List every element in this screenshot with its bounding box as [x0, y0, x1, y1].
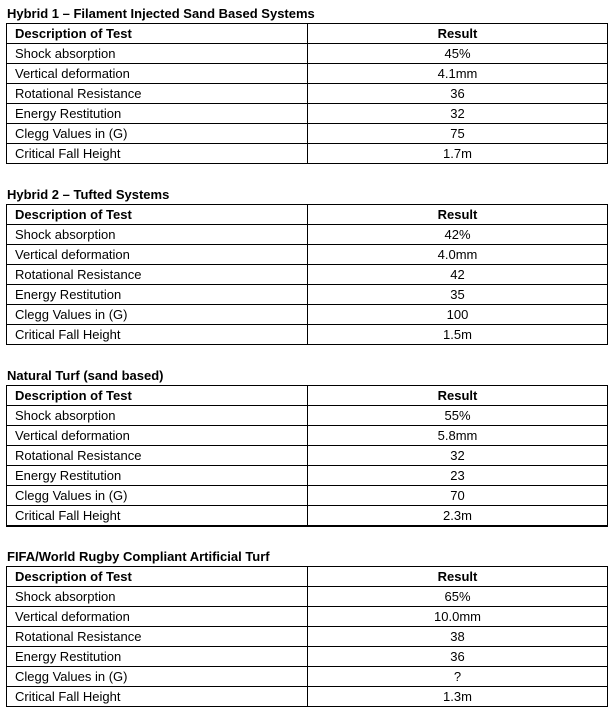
results-table [6, 385, 608, 527]
results-table [6, 23, 608, 164]
table-row [7, 144, 608, 164]
test-result: 32 [308, 446, 608, 466]
table-row [7, 104, 608, 124]
section-title: Natural Turf (sand based) [7, 368, 164, 383]
test-description: Rotational Resistance [7, 627, 308, 647]
test-description: Energy Restitution [7, 104, 308, 124]
test-description: Critical Fall Height [7, 687, 308, 707]
test-description: Energy Restitution [7, 285, 308, 305]
test-description: Shock absorption [7, 44, 308, 64]
test-description: Vertical deformation [7, 607, 308, 627]
table-row [7, 506, 608, 527]
test-result: 45% [308, 44, 608, 64]
column-header-description: Description of Test [7, 24, 308, 44]
test-result: ? [308, 667, 608, 687]
test-result: 4.0mm [308, 245, 608, 265]
test-description: Vertical deformation [7, 245, 308, 265]
test-result: 1.3m [308, 687, 608, 707]
test-result: 1.7m [308, 144, 608, 164]
table-row [7, 607, 608, 627]
column-header-description: Description of Test [7, 386, 308, 406]
test-description: Rotational Resistance [7, 446, 308, 466]
test-result: 4.1mm [308, 64, 608, 84]
test-result: 2.3m [308, 506, 608, 527]
test-description: Shock absorption [7, 225, 308, 245]
test-result: 42% [308, 225, 608, 245]
table-row [7, 305, 608, 325]
test-description: Critical Fall Height [7, 325, 308, 345]
table-row [7, 587, 608, 607]
table-row [7, 687, 608, 707]
test-result: 35 [308, 285, 608, 305]
table-row [7, 486, 608, 506]
results-table [6, 566, 608, 707]
section-title: FIFA/World Rugby Compliant Artificial Turf [7, 549, 270, 564]
test-description: Rotational Resistance [7, 265, 308, 285]
test-result: 10.0mm [308, 607, 608, 627]
test-result: 36 [308, 647, 608, 667]
table-row [7, 44, 608, 64]
column-header-result: Result [308, 567, 608, 587]
test-result: 23 [308, 466, 608, 486]
test-description: Rotational Resistance [7, 84, 308, 104]
test-result: 70 [308, 486, 608, 506]
test-description: Clegg Values in (G) [7, 124, 308, 144]
table-header-row [7, 205, 608, 225]
table-row [7, 667, 608, 687]
test-result: 75 [308, 124, 608, 144]
test-result: 38 [308, 627, 608, 647]
table-row [7, 245, 608, 265]
section-artificial-turf [6, 548, 608, 707]
column-header-result: Result [308, 205, 608, 225]
test-result: 5.8mm [308, 426, 608, 446]
test-description: Shock absorption [7, 406, 308, 426]
test-result: 36 [308, 84, 608, 104]
test-result: 42 [308, 265, 608, 285]
test-result: 55% [308, 406, 608, 426]
test-result: 100 [308, 305, 608, 325]
section-natural-turf [6, 367, 608, 527]
table-header-row [7, 24, 608, 44]
section-title: Hybrid 2 – Tufted Systems [7, 187, 170, 202]
table-row [7, 466, 608, 486]
test-description: Critical Fall Height [7, 144, 308, 164]
table-row [7, 265, 608, 285]
table-row [7, 325, 608, 345]
table-row [7, 285, 608, 305]
test-description: Energy Restitution [7, 466, 308, 486]
table-row [7, 124, 608, 144]
test-description: Clegg Values in (G) [7, 305, 308, 325]
test-result: 32 [308, 104, 608, 124]
test-description: Vertical deformation [7, 426, 308, 446]
test-description: Clegg Values in (G) [7, 667, 308, 687]
table-row [7, 446, 608, 466]
section-hybrid-2 [6, 186, 608, 345]
column-header-result: Result [308, 386, 608, 406]
section-hybrid-1 [6, 5, 608, 164]
column-header-description: Description of Test [7, 205, 308, 225]
table-row [7, 426, 608, 446]
test-description: Vertical deformation [7, 64, 308, 84]
section-title: Hybrid 1 – Filament Injected Sand Based Systems [7, 6, 315, 21]
table-row [7, 406, 608, 426]
test-description: Shock absorption [7, 587, 308, 607]
table-row [7, 225, 608, 245]
table-row [7, 627, 608, 647]
table-header-row [7, 567, 608, 587]
test-description: Critical Fall Height [7, 506, 308, 527]
table-header-row [7, 386, 608, 406]
column-header-result: Result [308, 24, 608, 44]
test-description: Clegg Values in (G) [7, 486, 308, 506]
table-row [7, 647, 608, 667]
results-table [6, 204, 608, 345]
table-row [7, 84, 608, 104]
column-header-description: Description of Test [7, 567, 308, 587]
test-description: Energy Restitution [7, 647, 308, 667]
test-result: 1.5m [308, 325, 608, 345]
test-result: 65% [308, 587, 608, 607]
table-row [7, 64, 608, 84]
